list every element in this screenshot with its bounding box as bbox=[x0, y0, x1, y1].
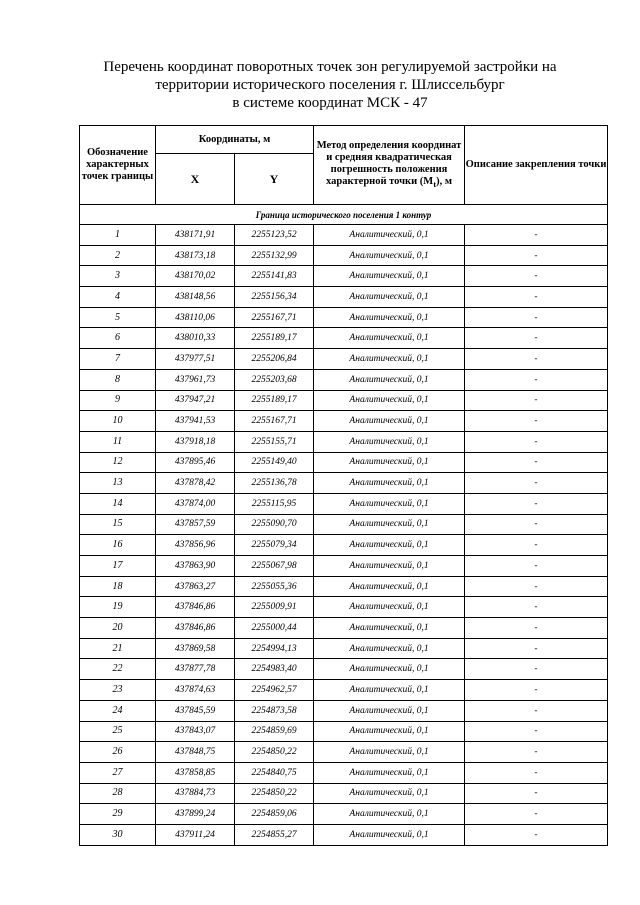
cell-x: 437911,24 bbox=[156, 824, 235, 845]
cell-point: 8 bbox=[80, 369, 156, 390]
table-row bbox=[80, 638, 608, 659]
table-header bbox=[80, 126, 608, 205]
cell-y: 2255203,68 bbox=[235, 369, 314, 390]
cell-y: 2255000,44 bbox=[235, 618, 314, 639]
cell-description: - bbox=[465, 762, 608, 783]
cell-method: Аналитический, 0,1 bbox=[314, 245, 465, 266]
table-row bbox=[80, 535, 608, 556]
cell-description: - bbox=[465, 349, 608, 370]
cell-method: Аналитический, 0,1 bbox=[314, 659, 465, 680]
table-row bbox=[80, 742, 608, 763]
cell-point: 18 bbox=[80, 576, 156, 597]
cell-x: 437977,51 bbox=[156, 349, 235, 370]
table-row bbox=[80, 307, 608, 328]
cell-description: - bbox=[465, 700, 608, 721]
cell-y: 2255206,84 bbox=[235, 349, 314, 370]
header-coordinates: Координаты, м bbox=[156, 126, 314, 154]
cell-description: - bbox=[465, 390, 608, 411]
cell-y: 2254994,13 bbox=[235, 638, 314, 659]
cell-x: 437961,73 bbox=[156, 369, 235, 390]
cell-x: 438010,33 bbox=[156, 328, 235, 349]
cell-method: Аналитический, 0,1 bbox=[314, 721, 465, 742]
table-row bbox=[80, 452, 608, 473]
cell-description: - bbox=[465, 287, 608, 308]
cell-x: 438171,91 bbox=[156, 225, 235, 246]
cell-x: 437877,78 bbox=[156, 659, 235, 680]
cell-point: 10 bbox=[80, 411, 156, 432]
table-row bbox=[80, 762, 608, 783]
cell-description: - bbox=[465, 556, 608, 577]
table-row bbox=[80, 721, 608, 742]
table-row bbox=[80, 493, 608, 514]
table-row bbox=[80, 390, 608, 411]
cell-y: 2255156,34 bbox=[235, 287, 314, 308]
cell-method: Аналитический, 0,1 bbox=[314, 680, 465, 701]
cell-description: - bbox=[465, 493, 608, 514]
cell-x: 437918,18 bbox=[156, 431, 235, 452]
cell-y: 2255090,70 bbox=[235, 514, 314, 535]
cell-description: - bbox=[465, 245, 608, 266]
cell-description: - bbox=[465, 411, 608, 432]
cell-y: 2255155,71 bbox=[235, 431, 314, 452]
cell-point: 23 bbox=[80, 680, 156, 701]
cell-x: 437863,27 bbox=[156, 576, 235, 597]
cell-method: Аналитический, 0,1 bbox=[314, 576, 465, 597]
table-row bbox=[80, 266, 608, 287]
cell-method: Аналитический, 0,1 bbox=[314, 762, 465, 783]
cell-y: 2254840,75 bbox=[235, 762, 314, 783]
cell-x: 437846,86 bbox=[156, 597, 235, 618]
table-row bbox=[80, 783, 608, 804]
cell-point: 28 bbox=[80, 783, 156, 804]
cell-point: 17 bbox=[80, 556, 156, 577]
cell-point: 2 bbox=[80, 245, 156, 266]
table-row bbox=[80, 659, 608, 680]
cell-description: - bbox=[465, 266, 608, 287]
cell-y: 2255123,52 bbox=[235, 225, 314, 246]
table-row bbox=[80, 597, 608, 618]
cell-y: 2254850,22 bbox=[235, 742, 314, 763]
cell-point: 26 bbox=[80, 742, 156, 763]
cell-description: - bbox=[465, 452, 608, 473]
cell-method: Аналитический, 0,1 bbox=[314, 411, 465, 432]
table-row bbox=[80, 369, 608, 390]
cell-method: Аналитический, 0,1 bbox=[314, 535, 465, 556]
header-method-tail: ), м bbox=[436, 175, 453, 187]
cell-description: - bbox=[465, 328, 608, 349]
cell-method: Аналитический, 0,1 bbox=[314, 287, 465, 308]
cell-y: 2255009,91 bbox=[235, 597, 314, 618]
cell-y: 2254855,27 bbox=[235, 824, 314, 845]
cell-point: 22 bbox=[80, 659, 156, 680]
cell-method: Аналитический, 0,1 bbox=[314, 783, 465, 804]
cell-method: Аналитический, 0,1 bbox=[314, 390, 465, 411]
cell-y: 2255167,71 bbox=[235, 411, 314, 432]
cell-x: 438173,18 bbox=[156, 245, 235, 266]
cell-point: 1 bbox=[80, 225, 156, 246]
cell-description: - bbox=[465, 804, 608, 825]
header-y: Y bbox=[235, 154, 314, 205]
cell-x: 437845,59 bbox=[156, 700, 235, 721]
cell-point: 20 bbox=[80, 618, 156, 639]
cell-y: 2255067,98 bbox=[235, 556, 314, 577]
cell-point: 4 bbox=[80, 287, 156, 308]
cell-method: Аналитический, 0,1 bbox=[314, 431, 465, 452]
cell-description: - bbox=[465, 638, 608, 659]
cell-point: 6 bbox=[80, 328, 156, 349]
header-method-subscript: t bbox=[433, 179, 437, 190]
cell-point: 16 bbox=[80, 535, 156, 556]
cell-method: Аналитический, 0,1 bbox=[314, 700, 465, 721]
cell-point: 11 bbox=[80, 431, 156, 452]
cell-point: 25 bbox=[80, 721, 156, 742]
cell-point: 14 bbox=[80, 493, 156, 514]
cell-method: Аналитический, 0,1 bbox=[314, 493, 465, 514]
cell-point: 21 bbox=[80, 638, 156, 659]
cell-method: Аналитический, 0,1 bbox=[314, 328, 465, 349]
cell-description: - bbox=[465, 742, 608, 763]
table-row bbox=[80, 225, 608, 246]
table-row bbox=[80, 804, 608, 825]
cell-x: 437846,86 bbox=[156, 618, 235, 639]
cell-x: 437848,75 bbox=[156, 742, 235, 763]
cell-x: 437869,58 bbox=[156, 638, 235, 659]
cell-method: Аналитический, 0,1 bbox=[314, 556, 465, 577]
cell-y: 2254859,06 bbox=[235, 804, 314, 825]
cell-method: Аналитический, 0,1 bbox=[314, 514, 465, 535]
cell-point: 7 bbox=[80, 349, 156, 370]
coordinates-table bbox=[79, 125, 608, 846]
cell-method: Аналитический, 0,1 bbox=[314, 824, 465, 845]
table-row bbox=[80, 349, 608, 370]
cell-point: 15 bbox=[80, 514, 156, 535]
table-row bbox=[80, 473, 608, 494]
cell-description: - bbox=[465, 514, 608, 535]
header-x: X bbox=[156, 154, 235, 205]
page-title bbox=[60, 58, 600, 112]
cell-x: 437843,07 bbox=[156, 721, 235, 742]
cell-x: 437895,46 bbox=[156, 452, 235, 473]
cell-method: Аналитический, 0,1 bbox=[314, 225, 465, 246]
cell-point: 3 bbox=[80, 266, 156, 287]
cell-description: - bbox=[465, 824, 608, 845]
table-row bbox=[80, 618, 608, 639]
cell-method: Аналитический, 0,1 bbox=[314, 742, 465, 763]
table-row bbox=[80, 700, 608, 721]
table-body bbox=[80, 225, 608, 846]
cell-y: 2255079,34 bbox=[235, 535, 314, 556]
table-row bbox=[80, 680, 608, 701]
cell-x: 437899,24 bbox=[156, 804, 235, 825]
cell-method: Аналитический, 0,1 bbox=[314, 266, 465, 287]
cell-x: 437878,42 bbox=[156, 473, 235, 494]
header-method-text: Метод определения координат и средняя квадратическая погрешность положения характерной точки (M bbox=[316, 139, 462, 187]
cell-x: 437863,90 bbox=[156, 556, 235, 577]
cell-y: 2255189,17 bbox=[235, 328, 314, 349]
cell-x: 437884,73 bbox=[156, 783, 235, 804]
cell-point: 9 bbox=[80, 390, 156, 411]
cell-y: 2255136,78 bbox=[235, 473, 314, 494]
table-row bbox=[80, 411, 608, 432]
cell-y: 2255167,71 bbox=[235, 307, 314, 328]
cell-x: 437857,59 bbox=[156, 514, 235, 535]
section-row bbox=[80, 205, 608, 225]
cell-y: 2254983,40 bbox=[235, 659, 314, 680]
title-line-1: Перечень координат поворотных точек зон регулируемой застройки на bbox=[103, 59, 557, 75]
section-title: Граница исторического поселения 1 контур bbox=[80, 205, 608, 225]
cell-y: 2255115,95 bbox=[235, 493, 314, 514]
cell-description: - bbox=[465, 783, 608, 804]
cell-point: 30 bbox=[80, 824, 156, 845]
cell-y: 2255055,36 bbox=[235, 576, 314, 597]
cell-y: 2254962,57 bbox=[235, 680, 314, 701]
cell-description: - bbox=[465, 597, 608, 618]
cell-method: Аналитический, 0,1 bbox=[314, 452, 465, 473]
cell-method: Аналитический, 0,1 bbox=[314, 638, 465, 659]
cell-x: 437856,96 bbox=[156, 535, 235, 556]
cell-x: 437858,85 bbox=[156, 762, 235, 783]
cell-description: - bbox=[465, 659, 608, 680]
cell-y: 2254859,69 bbox=[235, 721, 314, 742]
cell-y: 2255141,83 bbox=[235, 266, 314, 287]
cell-method: Аналитический, 0,1 bbox=[314, 349, 465, 370]
cell-description: - bbox=[465, 431, 608, 452]
header-point: Обозначение характерных точек границы bbox=[80, 126, 156, 205]
cell-point: 24 bbox=[80, 700, 156, 721]
table-row bbox=[80, 824, 608, 845]
cell-x: 437947,21 bbox=[156, 390, 235, 411]
cell-description: - bbox=[465, 535, 608, 556]
cell-x: 437941,53 bbox=[156, 411, 235, 432]
title-line-3: в системе координат МСК - 47 bbox=[232, 95, 428, 111]
title-line-2: территории исторического поселения г. Шлиссельбург bbox=[155, 77, 505, 93]
table-row bbox=[80, 514, 608, 535]
cell-point: 13 bbox=[80, 473, 156, 494]
header-method bbox=[314, 126, 465, 205]
cell-x: 438110,06 bbox=[156, 307, 235, 328]
table-row bbox=[80, 431, 608, 452]
cell-x: 437874,00 bbox=[156, 493, 235, 514]
cell-description: - bbox=[465, 721, 608, 742]
cell-method: Аналитический, 0,1 bbox=[314, 597, 465, 618]
cell-y: 2255149,40 bbox=[235, 452, 314, 473]
table-row bbox=[80, 287, 608, 308]
cell-y: 2254873,58 bbox=[235, 700, 314, 721]
cell-description: - bbox=[465, 618, 608, 639]
table-row bbox=[80, 328, 608, 349]
cell-method: Аналитический, 0,1 bbox=[314, 473, 465, 494]
cell-point: 5 bbox=[80, 307, 156, 328]
table-row bbox=[80, 245, 608, 266]
cell-point: 12 bbox=[80, 452, 156, 473]
cell-description: - bbox=[465, 576, 608, 597]
cell-method: Аналитический, 0,1 bbox=[314, 307, 465, 328]
cell-description: - bbox=[465, 225, 608, 246]
cell-description: - bbox=[465, 307, 608, 328]
cell-description: - bbox=[465, 369, 608, 390]
cell-x: 437874,63 bbox=[156, 680, 235, 701]
cell-method: Аналитический, 0,1 bbox=[314, 369, 465, 390]
cell-description: - bbox=[465, 680, 608, 701]
cell-point: 19 bbox=[80, 597, 156, 618]
table-row bbox=[80, 556, 608, 577]
cell-y: 2255189,17 bbox=[235, 390, 314, 411]
cell-y: 2255132,99 bbox=[235, 245, 314, 266]
cell-method: Аналитический, 0,1 bbox=[314, 618, 465, 639]
cell-point: 27 bbox=[80, 762, 156, 783]
header-description: Описание закрепления точки bbox=[465, 126, 608, 205]
cell-description: - bbox=[465, 473, 608, 494]
cell-x: 438148,56 bbox=[156, 287, 235, 308]
cell-y: 2254850,22 bbox=[235, 783, 314, 804]
cell-point: 29 bbox=[80, 804, 156, 825]
cell-method: Аналитический, 0,1 bbox=[314, 804, 465, 825]
table-row bbox=[80, 576, 608, 597]
cell-x: 438170,02 bbox=[156, 266, 235, 287]
